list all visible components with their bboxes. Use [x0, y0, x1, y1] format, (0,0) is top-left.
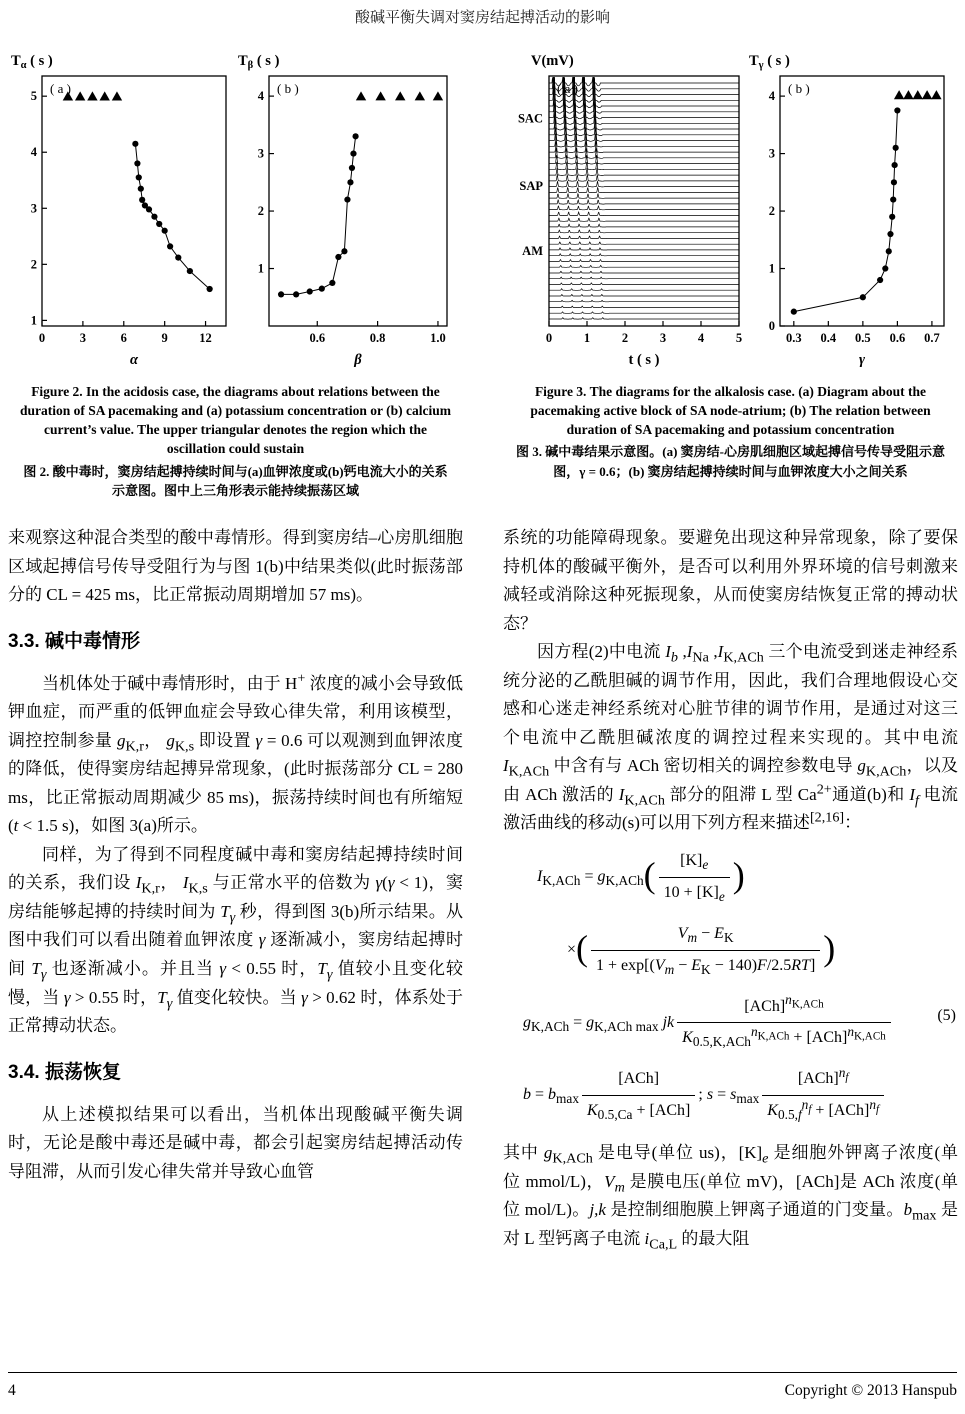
- svg-text:γ: γ: [858, 352, 866, 368]
- svg-text:SAP: SAP: [519, 179, 543, 193]
- svg-text:3: 3: [768, 146, 775, 161]
- paragraph: 系统的功能障碍现象。要避免出现这种异常现象，除了要保持机体的酸碱平衡外，是否可以利用外界环境的信号刺激来减轻或消除这种死振现象，从而使窦房结恢复正常的搏动状态？: [503, 528, 958, 633]
- svg-text:4: 4: [30, 145, 37, 160]
- paragraph: 从上述模拟结果可以看出，当机体出现酸碱平衡失调时，无论是酸中毒还是碱中毒，都会引起窦房结起搏活动传导阻滞，从而引发心律失常并导致心血管: [8, 1104, 463, 1181]
- svg-text:0.8: 0.8: [369, 331, 386, 345]
- svg-text:2: 2: [621, 331, 629, 345]
- svg-text:1: 1: [257, 261, 264, 276]
- figure2-caption-en: Figure 2. In the acidosis case, the diagrams about relations between the duration of SA pacemaking and (a) potassium concentration or (b) calcium current’s value. The upper triangular denotes the region which the oscillation could sustain: [19, 384, 452, 457]
- svg-text:0.7: 0.7: [924, 331, 940, 345]
- svg-text:0: 0: [38, 331, 46, 345]
- svg-text:Tβ ( s ): $T_\beta$ ( s ): [238, 53, 280, 71]
- paragraph: 因方程(2)中电流 $I_b$ $,I_{Na}$ $,I_{K,ACh}$ 三个电流受到迷走神经系统分泌的乙酰胆碱的调节作用，因此，我们合理地假设心交感和心迷走神经系统对心脏节律的调节作用，是通过对这三个电流中乙酰胆碱浓度的调控过程来实现的。其中电流 $I_{K,ACh}$ 中含有与 ACh 密切相关的调控参数电导 $g_{K,ACh}$，以及由 ACh 激活的 $I_{K,ACh}$ 部分的阻滞 L 型 $Ca^{2+}$通道(b)和 $I_f$ 电流激活曲线的移动(s)可以用下列方程来描述[2,16]：: [503, 642, 958, 833]
- copyright: Copyright © 2013 Hanspub: [784, 1382, 957, 1399]
- equation-line: ×( $\frac{V_m - E_K}{1 + \exp[(V_m - E_K - 140)F/2.5RT]}$ ): [567, 921, 958, 980]
- equation-number: (5): [937, 1007, 956, 1025]
- svg-text:5: 5: [735, 331, 743, 345]
- figure2b-chart: [235, 50, 456, 372]
- page-header-title: 酸碱平衡失调对窦房结起搏活动的影响: [354, 10, 610, 26]
- svg-text:t ( s ): t ( s ): [628, 352, 660, 368]
- equation-line: $g_{K,ACh} = g_{K,ACh max}$ jk $\frac{[ACh]^{n_{K,ACh}}}{K_{0.5,K,ACh}^{n_{K,ACh}} + [ACh]^{n_{K,ACh}}}$: [523, 994, 958, 1053]
- right-column: [503, 524, 958, 1253]
- figure2-plots: [8, 50, 463, 372]
- figure2a-chart: [8, 50, 235, 372]
- paragraph: 其中 $g_{K,ACh}$ 是电导(单位 us)，$[K]_e$ 是细胞外钾离子浓度(单位 mmol/L)，$V_m$ 是膜电压(单位 mV)，[ACh]是 ACh 浓度(单位 mol/L)。j,k 是控制细胞膜上钾离子通道的门变量。$b_{max}$ 是对 L 型钙离子电流 $i_{Ca,L}$ 的最大阻: [503, 1143, 959, 1253]
- svg-text:1: 1: [768, 261, 775, 276]
- svg-text:1.0: 1.0: [430, 331, 446, 345]
- svg-text:5: 5: [30, 89, 37, 104]
- figure3-caption-en: Figure 3. The diagrams for the alkalosis case. (a) Diagram about the pacemaking active block of SA node-atrium; (b) The relation between duration of SA pacemaking and potassium concentration: [530, 384, 931, 438]
- svg-text:1: 1: [30, 313, 37, 328]
- svg-text:3: 3: [659, 331, 667, 345]
- svg-text:2: 2: [30, 257, 37, 272]
- figure2-caption-zh: 图 2. 酸中毒时，窦房结起搏持续时间与(a)血钾浓度或(b)钙电流大小的关系示意图。图中上三角形表示能持续振荡区域: [23, 463, 448, 499]
- svg-text:4: 4: [697, 331, 705, 345]
- svg-text:Tγ ( s ): $T_\gamma$ ( s ): [749, 53, 790, 71]
- svg-text:0.6: 0.6: [309, 331, 326, 345]
- svg-text:4: 4: [768, 89, 775, 104]
- paragraph: 同样，为了得到不同程度碱中毒和窦房结起搏持续时间的关系，我们设 $I_{K,r}$， $I_{K,s}$ 与正常水平的倍数为 γ(γ < 1)，窦房结能够起搏的持续时间为 $T_\gamma$ 秒，得到图 3(b)所示结果。从图中我们可以看出随着血钾浓度 γ 逐渐减小，窦房结起搏时间 $T_\gamma$ 也逐渐减小。并且当 γ < 0.55 时，$T_\gamma$ 值较小且变化较慢，当 γ > 0.55 时，$T_\gamma$ 值变化较快。当 γ > 0.62 时，体系处于正常搏动状态。: [8, 844, 464, 1036]
- page-number: 4: [8, 1382, 16, 1399]
- svg-text:3: 3: [30, 201, 37, 216]
- left-column: [8, 524, 463, 1186]
- equation-line: $I_{K,ACh} = g_{K,ACh}$( $\frac{[K]_e}{10 + [K]_e}$ ): [537, 848, 958, 907]
- svg-text:12: 12: [199, 331, 212, 345]
- svg-text:3: 3: [257, 146, 264, 161]
- svg-text:0: 0: [545, 331, 553, 345]
- svg-text:( a ): ( a ): [50, 81, 71, 96]
- page-footer: [8, 1372, 957, 1400]
- svg-text:2: 2: [257, 204, 264, 219]
- svg-text:1: 1: [583, 331, 591, 345]
- section-3-3-heading: 3.3. 碱中毒情形: [8, 630, 140, 652]
- section-3-4-heading: 3.4. 振荡恢复: [8, 1061, 121, 1083]
- svg-text:4: 4: [257, 89, 264, 104]
- svg-text:0.5: 0.5: [855, 331, 871, 345]
- svg-text:6: 6: [120, 331, 127, 345]
- equation-line: $b = b_{max}$ $\frac{\text{[ACh]}}{K_{0.5,Ca} + [ACh]}$ ; $s = s_{max}$ $\frac{[ACh]^{n_f}}{K_{0.5,f}^{n_f} + [ACh]^{n_f}}$: [523, 1066, 958, 1125]
- svg-text:( a ): ( a ): [557, 81, 578, 96]
- figure3b-chart: [746, 50, 953, 372]
- svg-text:0: 0: [768, 319, 775, 333]
- svg-text:( b ): ( b ): [788, 81, 810, 96]
- figure-2: [8, 50, 463, 501]
- svg-text:Tα ( s ): $T_\alpha$ ( s ): [11, 53, 53, 71]
- svg-text:β: β: [354, 352, 362, 368]
- figure-3: [503, 50, 958, 481]
- svg-text:AM: AM: [522, 244, 543, 258]
- paragraph: 当机体处于碱中毒情形时，由于 H+ 浓度的减小会导致低钾血症，而严重的低钾血症会导致心律失常，利用该模型，调控控制参量 $g_{K,r}$， $g_{K,s}$ 即设置 γ = 0.6 可以观测到血钾浓度的降低，使得窦房结起搏异常现象，(此时振荡部分 CL = 280 ms，比正常振动周期减少 85 ms)，振荡持续时间也有所缩短(t < 1.5 s)，如图 3(a)所示。: [8, 669, 464, 836]
- svg-text:SAC: SAC: [517, 111, 543, 126]
- svg-text:0.6: 0.6: [889, 331, 906, 345]
- svg-text:9: 9: [161, 331, 168, 345]
- equation-5: [503, 848, 958, 1125]
- figure3-caption-zh: 图 3. 碱中毒结果示意图。(a) 窦房结-心房肌细胞区域起搏信号传导受阻示意图，γ = 0.6；(b) 窦房结起搏持续时间与血钾浓度大小之间关系: [516, 444, 945, 479]
- figure3-plots: [503, 50, 958, 372]
- svg-text:3: 3: [79, 331, 87, 345]
- svg-text:α: α: [129, 352, 139, 368]
- svg-text:V(mV): V(mV): [531, 53, 574, 69]
- svg-text:0.4: 0.4: [820, 331, 837, 345]
- paragraph: 来观察这种混合类型的酸中毒情形。得到窦房结–心房肌细胞区域起搏信号传导受阻行为与图 1(b)中结果类似(此时振荡部分的 CL = 425 ms，比正常振动周期增加 57 ms)。: [8, 528, 463, 605]
- svg-text:0.3: 0.3: [785, 331, 802, 345]
- figure3a-chart: [503, 50, 746, 372]
- svg-text:( b ): ( b ): [277, 81, 299, 96]
- svg-text:2: 2: [768, 204, 775, 219]
